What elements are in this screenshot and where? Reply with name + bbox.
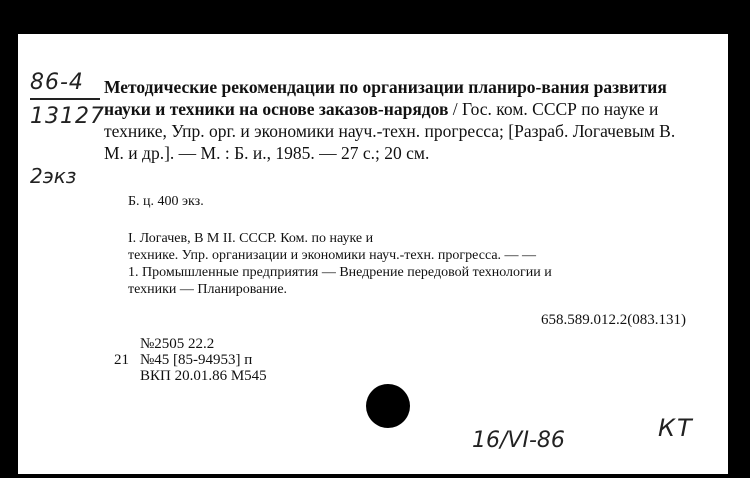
control-codes xyxy=(114,336,267,384)
title-details: / Гос. ком. СССР по науке и технике, Упр. орг. и экономики науч.-техн. прогресса; [Разраб. Логачевым В. М. и др.]. — М. : Б. и., 1985. — 27 с.; 20 см. xyxy=(104,99,676,163)
tracing-block xyxy=(128,230,688,298)
bibliographic-description xyxy=(104,76,698,164)
tracing-line: I. Логачев, В М II. СССР. Ком. по науке и xyxy=(128,231,374,246)
code-number: 21 xyxy=(114,352,129,368)
catalog-card xyxy=(18,34,728,474)
code-line: №45 [85-94953] п xyxy=(140,352,253,368)
code-line: ВКП 20.01.86 М545 xyxy=(140,368,267,384)
udc-index: 658.589.012.2(083.131) xyxy=(541,312,686,328)
code-line: №2505 22.2 xyxy=(140,336,215,352)
handwritten-date: 16/VI-86 xyxy=(472,428,565,453)
tracing-line: техники — Планирование. xyxy=(128,282,288,297)
tracing-line: 1. Промышленные предприятия — Внедрение передовой технологии и xyxy=(128,265,552,280)
title-main: Методические рекомендации по организации планиро-вания развития науки и техники на основе заказов-нарядов xyxy=(104,77,667,119)
code-line-row xyxy=(114,352,267,368)
shelf-mark-bottom: 13127 xyxy=(30,104,105,129)
handwritten-initials: КТ xyxy=(658,414,694,442)
shelf-mark-underline xyxy=(30,98,100,100)
tracing-line: технике. Упр. организации и экономики науч.-техн. прогресса. — — xyxy=(128,248,537,263)
shelf-mark-top: 86-4 xyxy=(30,70,84,95)
punch-hole xyxy=(366,384,410,428)
copies-note: 2экз xyxy=(30,164,77,188)
price-print-run: Б. ц. 400 экз. xyxy=(128,194,204,209)
